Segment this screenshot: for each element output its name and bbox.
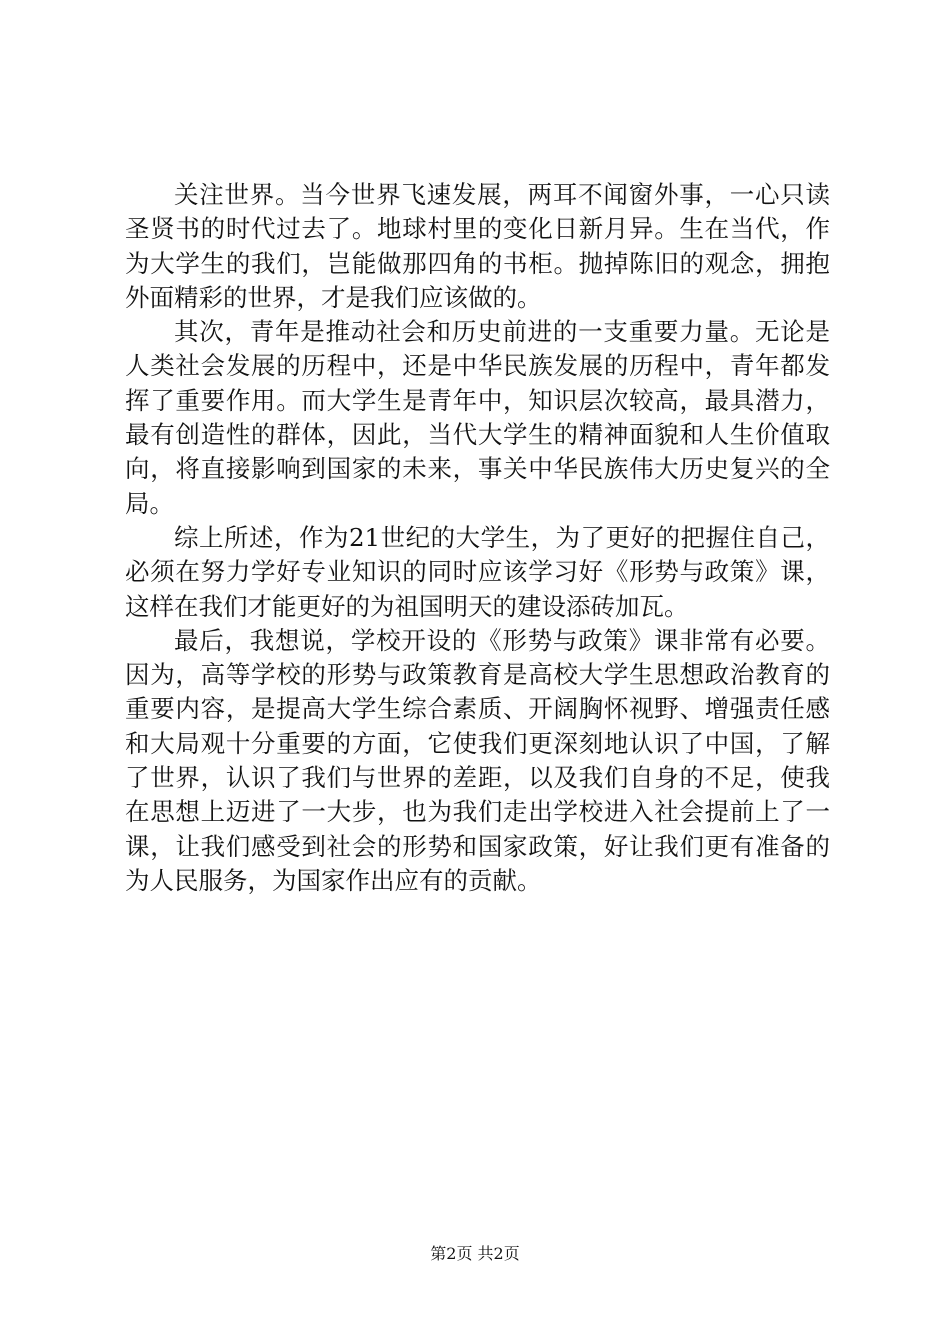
paragraph-2: 其次，青年是推动社会和历史前进的一支重要力量。无论是人类社会发展的历程中，还是中华民族发展的历程中，青年都发挥了重要作用。而大学生是青年中，知识层次较高，最具潜力，最有创造性的群体，因此，当代大学生的精神面貌和人生价值取向，将直接影响到国家的未来，事关中华民族伟大历史复兴的全局。 <box>125 317 830 518</box>
paragraph-1: 关注世界。当今世界飞速发展，两耳不闻窗外事，一心只读圣贤书的时代过去了。地球村里的变化日新月异。生在当代，作为大学生的我们，岂能做那四角的书柜。抛掉陈旧的观念，拥抱外面精彩的世界，才是我们应该做的。 <box>125 180 830 312</box>
body-text <box>125 178 830 898</box>
paragraph-4: 最后，我想说，学校开设的《形势与政策》课非常有必要。因为，高等学校的形势与政策教育是高校大学生思想政治教育的重要内容，是提高大学生综合素质、开阔胸怀视野、增强责任感和大局观十分重要的方面，它使我们更深刻地认识了中国，了解了世界，认识了我们与世界的差距，以及我们自身的不足，使我在思想上迈进了一大步，也为我们走出学校进入社会提前上了一课，让我们感受到社会的形势和国家政策，好让我们更有准备的为人民服务，为国家作出应有的贡献。 <box>125 625 830 895</box>
paragraph-3: 综上所述，作为21世纪的大学生，为了更好的把握住自己，必须在努力学好专业知识的同时应该学习好《形势与政策》课，这样在我们才能更好的为祖国明天的建设添砖加瓦。 <box>125 522 830 621</box>
page-footer: 第2页 共2页 <box>430 1244 520 1263</box>
